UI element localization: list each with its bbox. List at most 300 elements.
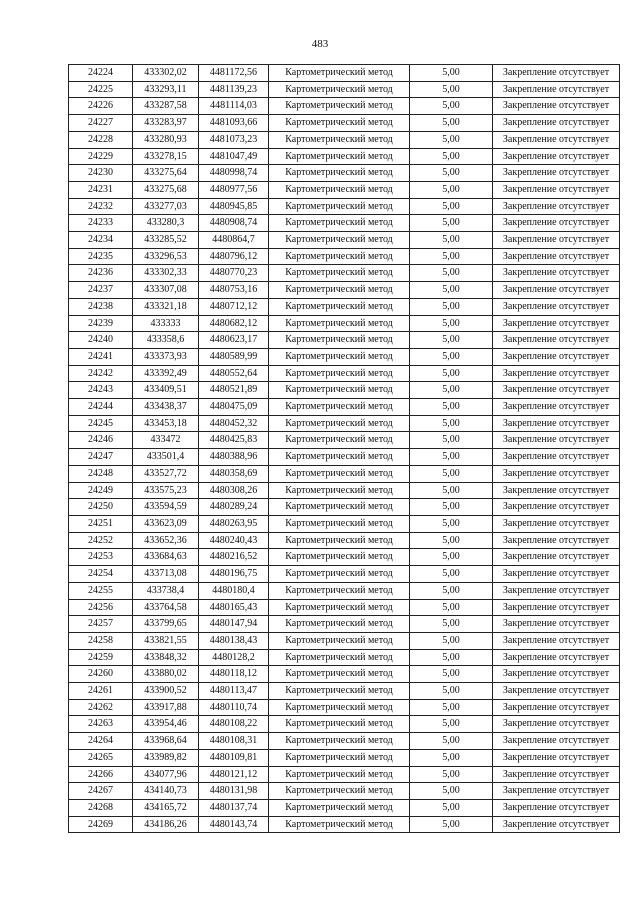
table-row xyxy=(69,232,620,249)
x-coordinate-cell: 433880,02 xyxy=(133,666,199,683)
y-coordinate-cell: 4480180,4 xyxy=(199,582,269,599)
point-number-cell: 24255 xyxy=(69,582,133,599)
fixing-description-cell: Закрепление отсутствует xyxy=(493,98,620,115)
method-cell: Картометрический метод xyxy=(269,98,410,115)
table-row xyxy=(69,215,620,232)
method-cell: Картометрический метод xyxy=(269,716,410,733)
fixing-description-cell: Закрепление отсутствует xyxy=(493,348,620,365)
table-row xyxy=(69,198,620,215)
point-number-cell: 24263 xyxy=(69,716,133,733)
accuracy-cell: 5,00 xyxy=(410,632,493,649)
y-coordinate-cell: 4480770,23 xyxy=(199,265,269,282)
x-coordinate-cell: 433594,59 xyxy=(133,499,199,516)
y-coordinate-cell: 4480682,12 xyxy=(199,315,269,332)
method-cell: Картометрический метод xyxy=(269,482,410,499)
fixing-description-cell: Закрепление отсутствует xyxy=(493,499,620,516)
y-coordinate-cell: 4481093,66 xyxy=(199,115,269,132)
y-coordinate-cell: 4480289,24 xyxy=(199,499,269,516)
point-number-cell: 24226 xyxy=(69,98,133,115)
table-row xyxy=(69,248,620,265)
method-cell: Картометрический метод xyxy=(269,515,410,532)
point-number-cell: 24241 xyxy=(69,348,133,365)
x-coordinate-cell: 433848,32 xyxy=(133,649,199,666)
x-coordinate-cell: 434077,96 xyxy=(133,766,199,783)
x-coordinate-cell: 433799,65 xyxy=(133,616,199,633)
table-row xyxy=(69,799,620,816)
table-row xyxy=(69,115,620,132)
table-row xyxy=(69,298,620,315)
x-coordinate-cell: 433287,58 xyxy=(133,98,199,115)
accuracy-cell: 5,00 xyxy=(410,783,493,800)
fixing-description-cell: Закрепление отсутствует xyxy=(493,365,620,382)
method-cell: Картометрический метод xyxy=(269,749,410,766)
y-coordinate-cell: 4480113,47 xyxy=(199,683,269,700)
method-cell: Картометрический метод xyxy=(269,81,410,98)
y-coordinate-cell: 4480998,74 xyxy=(199,165,269,182)
table-row xyxy=(69,332,620,349)
method-cell: Картометрический метод xyxy=(269,699,410,716)
y-coordinate-cell: 4480425,83 xyxy=(199,432,269,449)
x-coordinate-cell: 433527,72 xyxy=(133,465,199,482)
table-row xyxy=(69,482,620,499)
accuracy-cell: 5,00 xyxy=(410,499,493,516)
method-cell: Картометрический метод xyxy=(269,165,410,182)
accuracy-cell: 5,00 xyxy=(410,81,493,98)
fixing-description-cell: Закрепление отсутствует xyxy=(493,248,620,265)
y-coordinate-cell: 4480552,64 xyxy=(199,365,269,382)
fixing-description-cell: Закрепление отсутствует xyxy=(493,666,620,683)
point-number-cell: 24228 xyxy=(69,131,133,148)
accuracy-cell: 5,00 xyxy=(410,432,493,449)
point-number-cell: 24243 xyxy=(69,382,133,399)
x-coordinate-cell: 433917,88 xyxy=(133,699,199,716)
method-cell: Картометрический метод xyxy=(269,649,410,666)
table-row xyxy=(69,415,620,432)
y-coordinate-cell: 4480452,32 xyxy=(199,415,269,432)
y-coordinate-cell: 4480138,43 xyxy=(199,632,269,649)
y-coordinate-cell: 4480388,96 xyxy=(199,449,269,466)
y-coordinate-cell: 4480196,75 xyxy=(199,566,269,583)
point-number-cell: 24261 xyxy=(69,683,133,700)
method-cell: Картометрический метод xyxy=(269,566,410,583)
x-coordinate-cell: 434186,26 xyxy=(133,816,199,833)
fixing-description-cell: Закрепление отсутствует xyxy=(493,181,620,198)
x-coordinate-cell: 433900,52 xyxy=(133,683,199,700)
point-number-cell: 24248 xyxy=(69,465,133,482)
y-coordinate-cell: 4480308,26 xyxy=(199,482,269,499)
fixing-description-cell: Закрепление отсутствует xyxy=(493,566,620,583)
x-coordinate-cell: 433333 xyxy=(133,315,199,332)
accuracy-cell: 5,00 xyxy=(410,649,493,666)
x-coordinate-cell: 433821,55 xyxy=(133,632,199,649)
table-row xyxy=(69,148,620,165)
x-coordinate-cell: 433501,4 xyxy=(133,449,199,466)
point-number-cell: 24250 xyxy=(69,499,133,516)
accuracy-cell: 5,00 xyxy=(410,549,493,566)
point-number-cell: 24265 xyxy=(69,749,133,766)
x-coordinate-cell: 433392,49 xyxy=(133,365,199,382)
point-number-cell: 24239 xyxy=(69,315,133,332)
x-coordinate-cell: 433453,18 xyxy=(133,415,199,432)
y-coordinate-cell: 4480753,16 xyxy=(199,282,269,299)
accuracy-cell: 5,00 xyxy=(410,198,493,215)
y-coordinate-cell: 4480475,09 xyxy=(199,399,269,416)
method-cell: Картометрический метод xyxy=(269,432,410,449)
accuracy-cell: 5,00 xyxy=(410,399,493,416)
method-cell: Картометрический метод xyxy=(269,131,410,148)
y-coordinate-cell: 4480945,85 xyxy=(199,198,269,215)
method-cell: Картометрический метод xyxy=(269,365,410,382)
accuracy-cell: 5,00 xyxy=(410,816,493,833)
fixing-description-cell: Закрепление отсутствует xyxy=(493,632,620,649)
x-coordinate-cell: 433764,58 xyxy=(133,599,199,616)
x-coordinate-cell: 433738,4 xyxy=(133,582,199,599)
accuracy-cell: 5,00 xyxy=(410,465,493,482)
y-coordinate-cell: 4481139,23 xyxy=(199,81,269,98)
point-number-cell: 24254 xyxy=(69,566,133,583)
y-coordinate-cell: 4480108,31 xyxy=(199,733,269,750)
fixing-description-cell: Закрепление отсутствует xyxy=(493,683,620,700)
point-number-cell: 24230 xyxy=(69,165,133,182)
fixing-description-cell: Закрепление отсутствует xyxy=(493,532,620,549)
accuracy-cell: 5,00 xyxy=(410,482,493,499)
point-number-cell: 24238 xyxy=(69,298,133,315)
y-coordinate-cell: 4480110,74 xyxy=(199,699,269,716)
accuracy-cell: 5,00 xyxy=(410,382,493,399)
fixing-description-cell: Закрепление отсутствует xyxy=(493,232,620,249)
x-coordinate-cell: 433296,53 xyxy=(133,248,199,265)
point-number-cell: 24262 xyxy=(69,699,133,716)
table-row xyxy=(69,683,620,700)
fixing-description-cell: Закрепление отсутствует xyxy=(493,198,620,215)
point-number-cell: 24235 xyxy=(69,248,133,265)
accuracy-cell: 5,00 xyxy=(410,449,493,466)
point-number-cell: 24225 xyxy=(69,81,133,98)
y-coordinate-cell: 4480864,7 xyxy=(199,232,269,249)
x-coordinate-cell: 433302,02 xyxy=(133,65,199,82)
y-coordinate-cell: 4480521,89 xyxy=(199,382,269,399)
x-coordinate-cell: 433684,63 xyxy=(133,549,199,566)
accuracy-cell: 5,00 xyxy=(410,332,493,349)
accuracy-cell: 5,00 xyxy=(410,566,493,583)
y-coordinate-cell: 4481073,23 xyxy=(199,131,269,148)
table-row xyxy=(69,131,620,148)
method-cell: Картометрический метод xyxy=(269,683,410,700)
fixing-description-cell: Закрепление отсутствует xyxy=(493,215,620,232)
fixing-description-cell: Закрепление отсутствует xyxy=(493,115,620,132)
method-cell: Картометрический метод xyxy=(269,616,410,633)
method-cell: Картометрический метод xyxy=(269,733,410,750)
table-row xyxy=(69,515,620,532)
table-row xyxy=(69,749,620,766)
point-number-cell: 24269 xyxy=(69,816,133,833)
method-cell: Картометрический метод xyxy=(269,449,410,466)
fixing-description-cell: Закрепление отсутствует xyxy=(493,315,620,332)
fixing-description-cell: Закрепление отсутствует xyxy=(493,131,620,148)
method-cell: Картометрический метод xyxy=(269,499,410,516)
y-coordinate-cell: 4481047,49 xyxy=(199,148,269,165)
y-coordinate-cell: 4480131,98 xyxy=(199,783,269,800)
point-number-cell: 24259 xyxy=(69,649,133,666)
table-row xyxy=(69,399,620,416)
table-row xyxy=(69,649,620,666)
table-row xyxy=(69,98,620,115)
point-number-cell: 24260 xyxy=(69,666,133,683)
fixing-description-cell: Закрепление отсутствует xyxy=(493,298,620,315)
accuracy-cell: 5,00 xyxy=(410,683,493,700)
accuracy-cell: 5,00 xyxy=(410,582,493,599)
accuracy-cell: 5,00 xyxy=(410,98,493,115)
x-coordinate-cell: 433321,18 xyxy=(133,298,199,315)
y-coordinate-cell: 4480143,74 xyxy=(199,816,269,833)
accuracy-cell: 5,00 xyxy=(410,165,493,182)
accuracy-cell: 5,00 xyxy=(410,65,493,82)
table-row xyxy=(69,632,620,649)
fixing-description-cell: Закрепление отсутствует xyxy=(493,399,620,416)
y-coordinate-cell: 4480137,74 xyxy=(199,799,269,816)
table-row xyxy=(69,616,620,633)
fixing-description-cell: Закрепление отсутствует xyxy=(493,549,620,566)
fixing-description-cell: Закрепление отсутствует xyxy=(493,282,620,299)
table-row xyxy=(69,666,620,683)
accuracy-cell: 5,00 xyxy=(410,716,493,733)
method-cell: Картометрический метод xyxy=(269,248,410,265)
table-row xyxy=(69,599,620,616)
method-cell: Картометрический метод xyxy=(269,582,410,599)
method-cell: Картометрический метод xyxy=(269,382,410,399)
point-number-cell: 24246 xyxy=(69,432,133,449)
method-cell: Картометрический метод xyxy=(269,298,410,315)
method-cell: Картометрический метод xyxy=(269,181,410,198)
method-cell: Картометрический метод xyxy=(269,65,410,82)
method-cell: Картометрический метод xyxy=(269,348,410,365)
x-coordinate-cell: 433652,36 xyxy=(133,532,199,549)
coordinates-table xyxy=(68,64,620,833)
method-cell: Картометрический метод xyxy=(269,632,410,649)
table-row xyxy=(69,766,620,783)
method-cell: Картометрический метод xyxy=(269,265,410,282)
table-row xyxy=(69,282,620,299)
point-number-cell: 24253 xyxy=(69,549,133,566)
x-coordinate-cell: 433989,82 xyxy=(133,749,199,766)
fixing-description-cell: Закрепление отсутствует xyxy=(493,799,620,816)
method-cell: Картометрический метод xyxy=(269,766,410,783)
accuracy-cell: 5,00 xyxy=(410,616,493,633)
y-coordinate-cell: 4480118,12 xyxy=(199,666,269,683)
accuracy-cell: 5,00 xyxy=(410,532,493,549)
accuracy-cell: 5,00 xyxy=(410,131,493,148)
point-number-cell: 24233 xyxy=(69,215,133,232)
x-coordinate-cell: 433409,51 xyxy=(133,382,199,399)
point-number-cell: 24229 xyxy=(69,148,133,165)
table-row xyxy=(69,716,620,733)
method-cell: Картометрический метод xyxy=(269,198,410,215)
y-coordinate-cell: 4480977,56 xyxy=(199,181,269,198)
method-cell: Картометрический метод xyxy=(269,215,410,232)
fixing-description-cell: Закрепление отсутствует xyxy=(493,415,620,432)
y-coordinate-cell: 4480796,12 xyxy=(199,248,269,265)
y-coordinate-cell: 4480623,17 xyxy=(199,332,269,349)
fixing-description-cell: Закрепление отсутствует xyxy=(493,749,620,766)
point-number-cell: 24249 xyxy=(69,482,133,499)
accuracy-cell: 5,00 xyxy=(410,749,493,766)
accuracy-cell: 5,00 xyxy=(410,666,493,683)
fixing-description-cell: Закрепление отсутствует xyxy=(493,599,620,616)
accuracy-cell: 5,00 xyxy=(410,298,493,315)
x-coordinate-cell: 433968,64 xyxy=(133,733,199,750)
point-number-cell: 24224 xyxy=(69,65,133,82)
fixing-description-cell: Закрепление отсутствует xyxy=(493,148,620,165)
table-row xyxy=(69,81,620,98)
accuracy-cell: 5,00 xyxy=(410,415,493,432)
point-number-cell: 24231 xyxy=(69,181,133,198)
table-row xyxy=(69,566,620,583)
x-coordinate-cell: 434140,73 xyxy=(133,783,199,800)
fixing-description-cell: Закрепление отсутствует xyxy=(493,449,620,466)
table-row xyxy=(69,65,620,82)
accuracy-cell: 5,00 xyxy=(410,215,493,232)
fixing-description-cell: Закрепление отсутствует xyxy=(493,616,620,633)
table-row xyxy=(69,365,620,382)
table-row xyxy=(69,449,620,466)
x-coordinate-cell: 433275,64 xyxy=(133,165,199,182)
accuracy-cell: 5,00 xyxy=(410,148,493,165)
fixing-description-cell: Закрепление отсутствует xyxy=(493,465,620,482)
table-row xyxy=(69,499,620,516)
table-row xyxy=(69,315,620,332)
method-cell: Картометрический метод xyxy=(269,148,410,165)
accuracy-cell: 5,00 xyxy=(410,766,493,783)
y-coordinate-cell: 4480712,12 xyxy=(199,298,269,315)
table-row xyxy=(69,265,620,282)
table-row xyxy=(69,532,620,549)
point-number-cell: 24242 xyxy=(69,365,133,382)
method-cell: Картометрический метод xyxy=(269,549,410,566)
y-coordinate-cell: 4480589,99 xyxy=(199,348,269,365)
point-number-cell: 24232 xyxy=(69,198,133,215)
y-coordinate-cell: 4480358,69 xyxy=(199,465,269,482)
accuracy-cell: 5,00 xyxy=(410,699,493,716)
y-coordinate-cell: 4480109,81 xyxy=(199,749,269,766)
accuracy-cell: 5,00 xyxy=(410,599,493,616)
point-number-cell: 24234 xyxy=(69,232,133,249)
point-number-cell: 24264 xyxy=(69,733,133,750)
fixing-description-cell: Закрепление отсутствует xyxy=(493,766,620,783)
point-number-cell: 24240 xyxy=(69,332,133,349)
point-number-cell: 24258 xyxy=(69,632,133,649)
table-row xyxy=(69,549,620,566)
y-coordinate-cell: 4480147,94 xyxy=(199,616,269,633)
x-coordinate-cell: 433438,37 xyxy=(133,399,199,416)
accuracy-cell: 5,00 xyxy=(410,365,493,382)
point-number-cell: 24267 xyxy=(69,783,133,800)
table-row xyxy=(69,165,620,182)
x-coordinate-cell: 433358,6 xyxy=(133,332,199,349)
x-coordinate-cell: 434165,72 xyxy=(133,799,199,816)
method-cell: Картометрический метод xyxy=(269,816,410,833)
fixing-description-cell: Закрепление отсутствует xyxy=(493,482,620,499)
fixing-description-cell: Закрепление отсутствует xyxy=(493,582,620,599)
y-coordinate-cell: 4480108,22 xyxy=(199,716,269,733)
table-row xyxy=(69,733,620,750)
method-cell: Картометрический метод xyxy=(269,666,410,683)
x-coordinate-cell: 433575,23 xyxy=(133,482,199,499)
point-number-cell: 24266 xyxy=(69,766,133,783)
point-number-cell: 24268 xyxy=(69,799,133,816)
x-coordinate-cell: 433307,08 xyxy=(133,282,199,299)
point-number-cell: 24245 xyxy=(69,415,133,432)
fixing-description-cell: Закрепление отсутствует xyxy=(493,432,620,449)
point-number-cell: 24252 xyxy=(69,532,133,549)
table-row xyxy=(69,816,620,833)
method-cell: Картометрический метод xyxy=(269,282,410,299)
accuracy-cell: 5,00 xyxy=(410,348,493,365)
x-coordinate-cell: 433278,15 xyxy=(133,148,199,165)
method-cell: Картометрический метод xyxy=(269,332,410,349)
y-coordinate-cell: 4480240,43 xyxy=(199,532,269,549)
fixing-description-cell: Закрепление отсутствует xyxy=(493,699,620,716)
fixing-description-cell: Закрепление отсутствует xyxy=(493,515,620,532)
x-coordinate-cell: 433293,11 xyxy=(133,81,199,98)
table-row xyxy=(69,382,620,399)
table-row xyxy=(69,582,620,599)
x-coordinate-cell: 433283,97 xyxy=(133,115,199,132)
method-cell: Картометрический метод xyxy=(269,315,410,332)
method-cell: Картометрический метод xyxy=(269,115,410,132)
accuracy-cell: 5,00 xyxy=(410,799,493,816)
table-row xyxy=(69,348,620,365)
method-cell: Картометрический метод xyxy=(269,799,410,816)
point-number-cell: 24251 xyxy=(69,515,133,532)
x-coordinate-cell: 433713,08 xyxy=(133,566,199,583)
accuracy-cell: 5,00 xyxy=(410,515,493,532)
method-cell: Картометрический метод xyxy=(269,465,410,482)
point-number-cell: 24256 xyxy=(69,599,133,616)
fixing-description-cell: Закрепление отсутствует xyxy=(493,265,620,282)
accuracy-cell: 5,00 xyxy=(410,248,493,265)
point-number-cell: 24227 xyxy=(69,115,133,132)
point-number-cell: 24237 xyxy=(69,282,133,299)
table-row xyxy=(69,783,620,800)
table-body xyxy=(69,65,620,833)
accuracy-cell: 5,00 xyxy=(410,232,493,249)
y-coordinate-cell: 4480128,2 xyxy=(199,649,269,666)
table-row xyxy=(69,181,620,198)
fixing-description-cell: Закрепление отсутствует xyxy=(493,165,620,182)
x-coordinate-cell: 433302,33 xyxy=(133,265,199,282)
fixing-description-cell: Закрепление отсутствует xyxy=(493,81,620,98)
table-row xyxy=(69,432,620,449)
method-cell: Картометрический метод xyxy=(269,532,410,549)
x-coordinate-cell: 433954,46 xyxy=(133,716,199,733)
accuracy-cell: 5,00 xyxy=(410,282,493,299)
point-number-cell: 24244 xyxy=(69,399,133,416)
x-coordinate-cell: 433285,52 xyxy=(133,232,199,249)
y-coordinate-cell: 4481114,03 xyxy=(199,98,269,115)
fixing-description-cell: Закрепление отсутствует xyxy=(493,382,620,399)
fixing-description-cell: Закрепление отсутствует xyxy=(493,783,620,800)
accuracy-cell: 5,00 xyxy=(410,265,493,282)
method-cell: Картометрический метод xyxy=(269,415,410,432)
y-coordinate-cell: 4480263,95 xyxy=(199,515,269,532)
fixing-description-cell: Закрепление отсутствует xyxy=(493,716,620,733)
table-row xyxy=(69,699,620,716)
x-coordinate-cell: 433280,93 xyxy=(133,131,199,148)
method-cell: Картометрический метод xyxy=(269,399,410,416)
point-number-cell: 24247 xyxy=(69,449,133,466)
y-coordinate-cell: 4480165,43 xyxy=(199,599,269,616)
accuracy-cell: 5,00 xyxy=(410,115,493,132)
